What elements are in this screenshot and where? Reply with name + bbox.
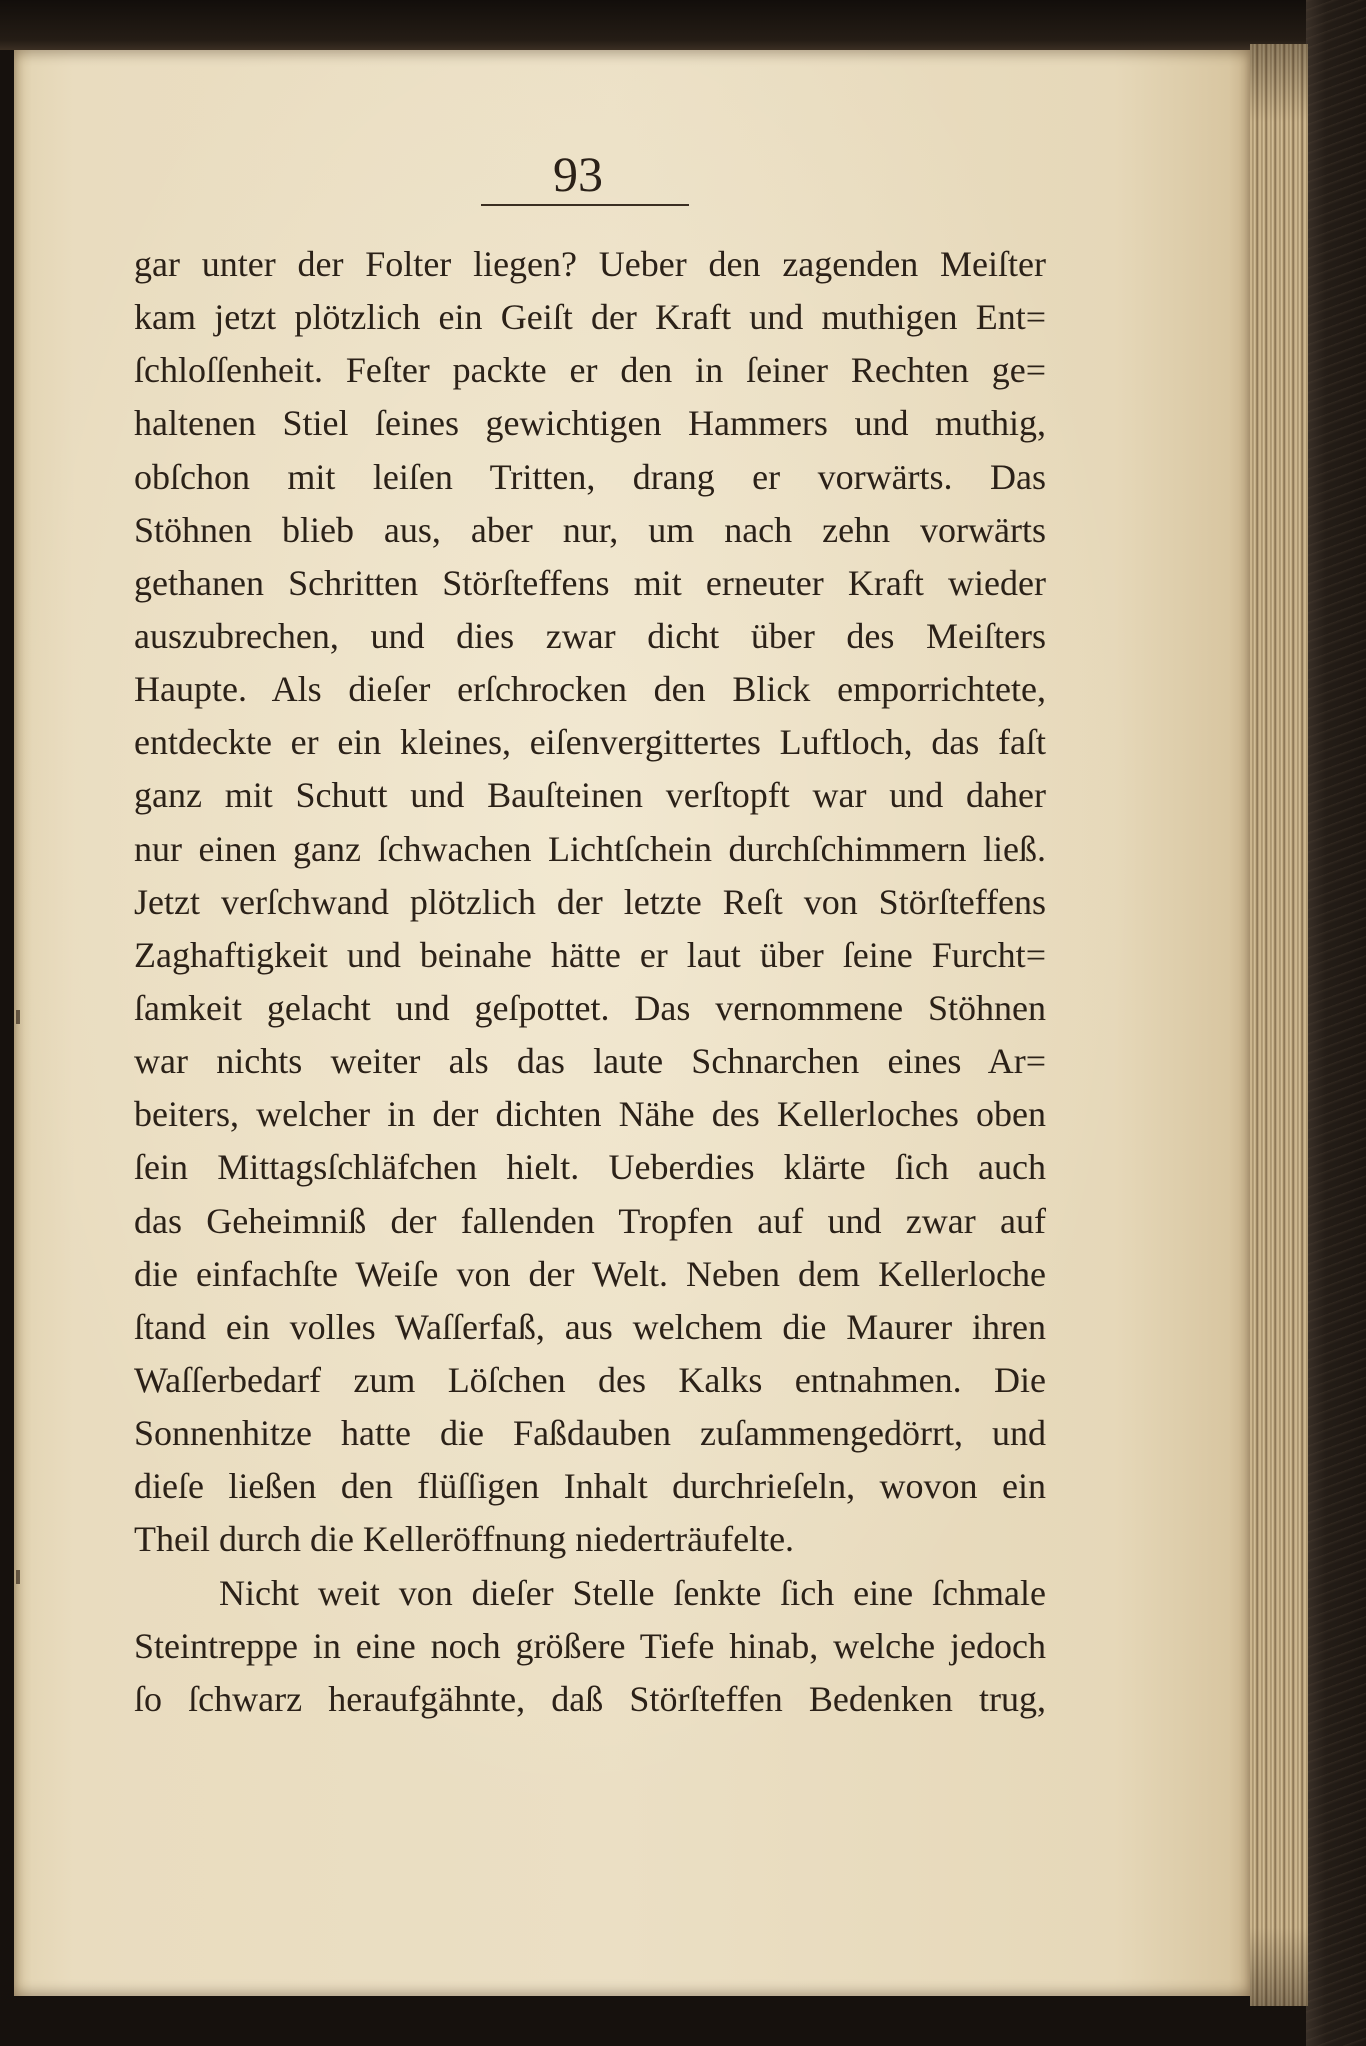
text-line: ſo ſchwarz heraufgähnte, daß Störſteffen Bedenken trug, bbox=[134, 1678, 1046, 1719]
text-line: Sonnenhitze hatte die Faßdauben zuſammengedörrt, und bbox=[134, 1413, 1046, 1454]
page-body bbox=[134, 238, 1046, 1726]
text-line: Jetzt verſchwand plötzlich der letzte Reſt von Störſteffens bbox=[134, 881, 1046, 922]
text-line: entdeckte er ein kleines, eiſenvergittertes Luftloch, das faſt bbox=[134, 722, 1046, 763]
text-line: die einfachſte Weiſe von der Welt. Neben dem Kellerloche bbox=[134, 1253, 1046, 1294]
text-line: dieſe ließen den flüſſigen Inhalt durchrieſeln, wovon ein bbox=[134, 1466, 1046, 1507]
text-line: war nichts weiter als das laute Schnarchen eines Ar= bbox=[134, 1041, 1046, 1082]
text-line: Stöhnen blieb aus, aber nur, um nach zehn vorwärts bbox=[134, 509, 1046, 550]
margin-mark bbox=[16, 1570, 20, 1584]
text-line: ſtand ein volles Waſſerfaß, aus welchem die Maurer ihren bbox=[134, 1306, 1046, 1347]
margin-mark bbox=[16, 1010, 20, 1024]
page-number: 93 bbox=[553, 146, 603, 202]
text-line: ſein Mittagsſchläfchen hielt. Ueberdies klärte ſich auch bbox=[134, 1147, 1046, 1188]
text-line: gethanen Schritten Störſteffens mit erneuter Kraft wieder bbox=[134, 562, 1046, 603]
text-line: das Geheimniß der fallenden Tropfen auf und zwar auf bbox=[134, 1200, 1046, 1241]
text-line: Steintreppe in eine noch größere Tiefe hinab, welche jedoch bbox=[134, 1625, 1046, 1666]
paragraph bbox=[134, 238, 1046, 1567]
text-line: obſchon mit leiſen Tritten, drang er vorwärts. Das bbox=[134, 456, 1046, 497]
text-line: Waſſerbedarf zum Löſchen des Kalks entnahmen. Die bbox=[134, 1359, 1046, 1400]
text-line: haltenen Stiel ſeines gewichtigen Hammers und muthig, bbox=[134, 403, 1046, 444]
text-line: ſamkeit gelacht und geſpottet. Das vernommene Stöhnen bbox=[134, 987, 1046, 1028]
text-line: ganz mit Schutt und Bauſteinen verſtopft war und daher bbox=[134, 775, 1046, 816]
paragraph bbox=[134, 1567, 1046, 1726]
text-line: beiters, welcher in der dichten Nähe des Kellerloches oben bbox=[134, 1094, 1046, 1135]
header-rule bbox=[481, 204, 689, 206]
text-line: ſchloſſenheit. Feſter packte er den in ſeiner Rechten ge= bbox=[134, 350, 1046, 391]
scan-top-border bbox=[0, 0, 1306, 50]
text-line: kam jetzt plötzlich ein Geiſt der Kraft und muthigen Ent= bbox=[134, 297, 1046, 338]
text-line: nur einen ganz ſchwachen Lichtſchein durchſchimmern ließ. bbox=[134, 828, 1046, 869]
stacked-page-edges bbox=[1250, 44, 1308, 2006]
text-line: Theil durch die Kelleröffnung niederträufelte. bbox=[134, 1519, 795, 1560]
text-line: Nicht weit von dieſer Stelle ſenkte ſich eine ſchmale bbox=[219, 1572, 1046, 1613]
text-line: gar unter der Folter liegen? Ueber den zagenden Meiſter bbox=[134, 244, 1046, 284]
text-line: auszubrechen, und dies zwar dicht über des Meiſters bbox=[134, 615, 1046, 656]
text-line: Zaghaftigkeit und beinahe hätte er laut über ſeine Furcht= bbox=[134, 934, 1046, 975]
book-cover-edge bbox=[1306, 0, 1366, 2046]
text-line: Haupte. Als dieſer erſchrocken den Blick emporrichtete, bbox=[134, 669, 1046, 710]
